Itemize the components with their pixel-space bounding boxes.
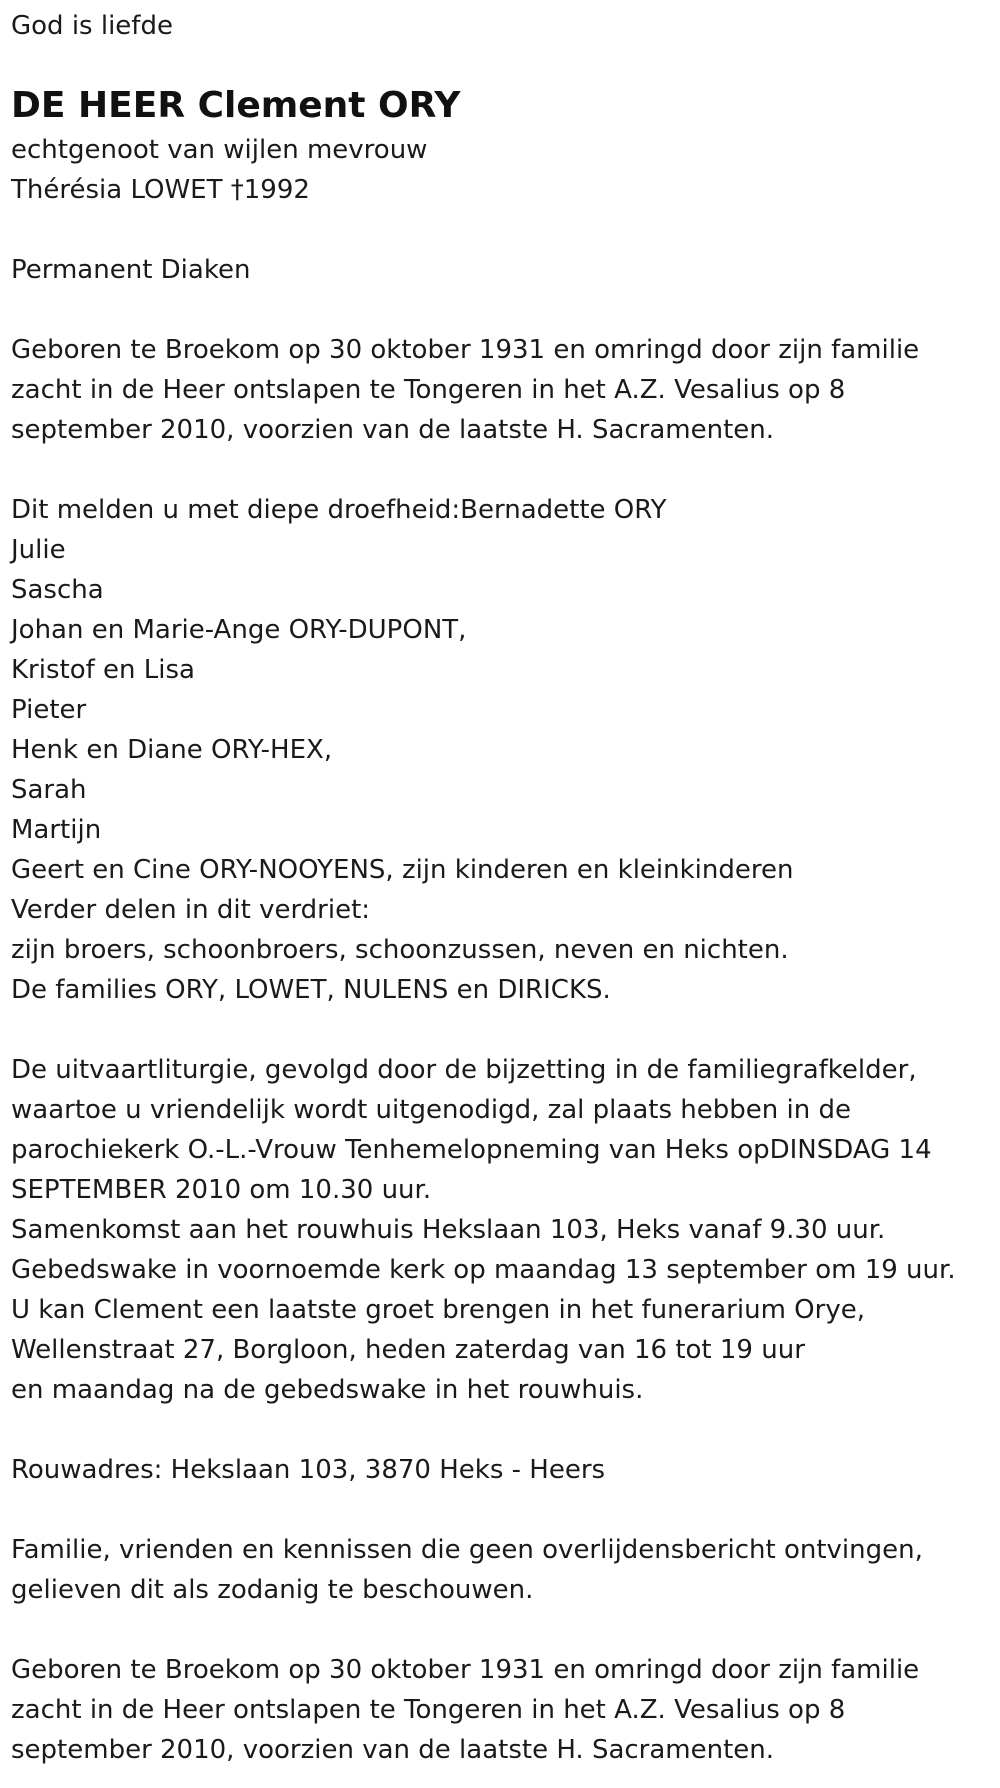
paragraph-line: september 2010, voorzien van de laatste H. Sacramenten. bbox=[11, 1735, 775, 1765]
mourner-line: Dit melden u met diepe droefheid:Bernadette ORY bbox=[11, 495, 667, 525]
opening-line: God is liefde bbox=[11, 11, 173, 41]
mourner-line: Geert en Cine ORY-NOOYENS, zijn kinderen en kleinkinderen bbox=[11, 855, 794, 885]
funeral-paragraph bbox=[11, 1050, 991, 1410]
deceased-name-heading: DE HEER Clement ORY bbox=[11, 85, 461, 126]
birth-death-paragraph bbox=[11, 330, 991, 450]
mourner-line: Pieter bbox=[11, 695, 87, 725]
mourner-line: Julie bbox=[11, 535, 66, 565]
paragraph-line: waartoe u vriendelijk wordt uitgenodigd, zal plaats hebben in de bbox=[11, 1095, 851, 1125]
spouse-line-2: Thérésia LOWET †1992 bbox=[11, 175, 310, 205]
paragraph-line: zacht in de Heer ontslapen te Tongeren in het A.Z. Vesalius op 8 bbox=[11, 1695, 846, 1725]
birth-death-paragraph-repeat bbox=[11, 1650, 991, 1770]
mourners-list bbox=[11, 490, 991, 1010]
paragraph-line: Wellenstraat 27, Borgloon, heden zaterdag van 16 tot 19 uur bbox=[11, 1335, 805, 1365]
obituary-document bbox=[11, 6, 991, 1770]
deceased-title: Permanent Diaken bbox=[11, 255, 251, 285]
mourning-address: Rouwadres: Hekslaan 103, 3870 Heks - Heers bbox=[11, 1455, 606, 1485]
mourner-line: Verder delen in dit verdriet: bbox=[11, 895, 371, 925]
mourner-line: Sascha bbox=[11, 575, 104, 605]
paragraph-line: U kan Clement een laatste groet brengen in het funerarium Orye, bbox=[11, 1295, 865, 1325]
paragraph-line: zacht in de Heer ontslapen te Tongeren in het A.Z. Vesalius op 8 bbox=[11, 375, 846, 405]
paragraph-line: Gebedswake in voornoemde kerk op maandag 13 september om 19 uur. bbox=[11, 1255, 956, 1285]
spouse-line-1: echtgenoot van wijlen mevrouw bbox=[11, 135, 428, 165]
paragraph-line: gelieven dit als zodanig te beschouwen. bbox=[11, 1575, 534, 1605]
notice-paragraph bbox=[11, 1530, 991, 1610]
spacer bbox=[11, 1610, 991, 1650]
mourner-line: Sarah bbox=[11, 775, 87, 805]
paragraph-line: Geboren te Broekom op 30 oktober 1931 en omringd door zijn familie bbox=[11, 335, 920, 365]
mourner-line: Kristof en Lisa bbox=[11, 655, 195, 685]
spacer bbox=[11, 1410, 991, 1450]
mourner-line: Martijn bbox=[11, 815, 102, 845]
spacer bbox=[11, 1490, 991, 1530]
mourner-line: Henk en Diane ORY-HEX, bbox=[11, 735, 333, 765]
mourner-line: De families ORY, LOWET, NULENS en DIRICKS. bbox=[11, 975, 611, 1005]
spacer bbox=[11, 450, 991, 490]
mourner-line: zijn broers, schoonbroers, schoonzussen, neven en nichten. bbox=[11, 935, 789, 965]
spacer bbox=[11, 290, 991, 330]
paragraph-line: De uitvaartliturgie, gevolgd door de bijzetting in de familiegrafkelder, bbox=[11, 1055, 917, 1085]
paragraph-line: SEPTEMBER 2010 om 10.30 uur. bbox=[11, 1175, 432, 1205]
paragraph-line: en maandag na de gebedswake in het rouwhuis. bbox=[11, 1375, 644, 1405]
paragraph-line: parochiekerk O.-L.-Vrouw Tenhemelopneming van Heks opDINSDAG 14 bbox=[11, 1135, 932, 1165]
paragraph-line: september 2010, voorzien van de laatste H. Sacramenten. bbox=[11, 415, 775, 445]
paragraph-line: Geboren te Broekom op 30 oktober 1931 en omringd door zijn familie bbox=[11, 1655, 920, 1685]
paragraph-line: Familie, vrienden en kennissen die geen overlijdensbericht ontvingen, bbox=[11, 1535, 923, 1565]
mourner-line: Johan en Marie-Ange ORY-DUPONT, bbox=[11, 615, 467, 645]
paragraph-line: Samenkomst aan het rouwhuis Hekslaan 103, Heks vanaf 9.30 uur. bbox=[11, 1215, 886, 1245]
spacer bbox=[11, 210, 991, 250]
spacer bbox=[11, 1010, 991, 1050]
